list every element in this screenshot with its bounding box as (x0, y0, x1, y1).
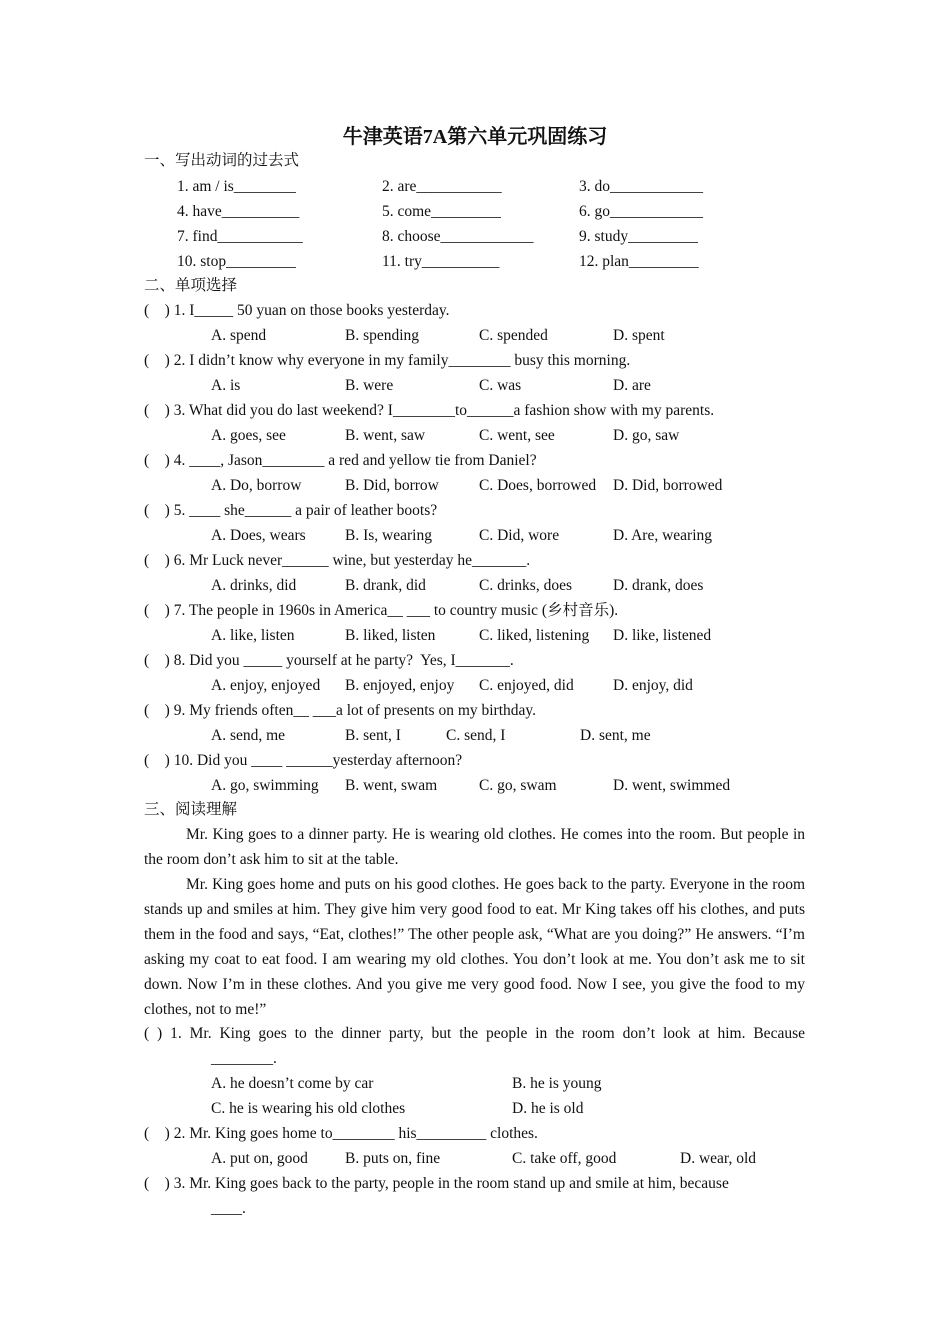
option-b: B. Is, wearing (345, 527, 432, 544)
section-1-heading: 一、写出动词的过去式 (144, 152, 300, 169)
verb-item: 12. plan_________ (579, 253, 699, 270)
verb-item: 5. come_________ (382, 203, 501, 220)
option-b: B. drank, did (345, 577, 426, 594)
option-d: D. wear, old (680, 1150, 756, 1167)
option-d: D. Did, borrowed (613, 477, 723, 494)
option-b: B. went, swam (345, 777, 438, 794)
question-stem: ( ) 3. What did you do last weekend? I________to______a fashion show with my parents. (144, 402, 715, 419)
question-stem: ( ) 1. I_____ 50 yuan on those books yesterday. (144, 302, 450, 319)
option-c: C. take off, good (512, 1150, 617, 1167)
option-a: A. is (211, 377, 241, 394)
option-a: A. like, listen (211, 627, 295, 644)
verb-item: 1. am / is________ (177, 178, 296, 195)
option-a: A. spend (211, 327, 267, 344)
answer-blank: ____. (211, 1200, 246, 1217)
option-c: C. go, swam (479, 777, 557, 794)
option-c: C. drinks, does (479, 577, 572, 594)
option-d: D. drank, does (613, 577, 704, 594)
option-d: D. sent, me (580, 727, 651, 744)
verb-item: 9. study_________ (579, 228, 698, 245)
verb-item: 7. find___________ (177, 228, 303, 245)
option-d: D. like, listened (613, 627, 712, 644)
verb-item: 3. do____________ (579, 178, 703, 195)
option-c: C. spended (479, 327, 548, 344)
question-stem: ( ) 6. Mr Luck never______ wine, but yesterday he_______. (144, 552, 531, 569)
reading-paragraph: Mr. King goes to a dinner party. He is wearing old clothes. He comes into the room. But people in the room don’t ask him to sit at the table. (144, 826, 805, 868)
option-b: B. puts on, fine (345, 1150, 441, 1167)
option-d: D. go, saw (613, 427, 680, 444)
option-c: C. Does, borrowed (479, 477, 597, 494)
option-c: C. Did, wore (479, 527, 560, 544)
question-stem: ( ) 5. ____ she______ a pair of leather boots? (144, 502, 438, 519)
option-c: C. went, see (479, 427, 555, 444)
option-a: A. send, me (211, 727, 286, 744)
option-b: B. Did, borrow (345, 477, 439, 494)
question-stem: ( ) 4. ____, Jason________ a red and yellow tie from Daniel? (144, 452, 537, 469)
option-d: D. he is old (512, 1100, 584, 1117)
option-b: B. went, saw (345, 427, 426, 444)
section-3-heading: 三、阅读理解 (144, 801, 238, 818)
option-d: D. went, swimmed (613, 777, 731, 794)
reading-question-stem: ( ) 1. Mr. King goes to the dinner party, but the people in the room don’t look at him. Because (144, 1025, 805, 1042)
option-d: D. enjoy, did (613, 677, 693, 694)
option-a: A. he doesn’t come by car (211, 1075, 374, 1092)
option-d: D. Are, wearing (613, 527, 712, 544)
option-a: A. drinks, did (211, 577, 297, 594)
option-a: A. goes, see (211, 427, 286, 444)
option-a: A. put on, good (211, 1150, 308, 1167)
question-stem: ( ) 7. The people in 1960s in America__ ___ to country music (乡村音乐). (144, 602, 619, 619)
option-b: B. were (345, 377, 394, 394)
reading-question-stem: ( ) 2. Mr. King goes home to________ his_________ clothes. (144, 1125, 538, 1142)
verb-item: 4. have__________ (177, 203, 300, 220)
verb-item: 6. go____________ (579, 203, 703, 220)
option-a: A. enjoy, enjoyed (211, 677, 321, 694)
option-c: C. send, I (446, 727, 506, 744)
question-stem: ( ) 10. Did you ____ ______yesterday afternoon? (144, 752, 463, 769)
question-stem: ( ) 2. I didn’t know why everyone in my family________ busy this morning. (144, 352, 631, 369)
option-a: A. go, swimming (211, 777, 319, 794)
verb-item: 8. choose____________ (382, 228, 534, 245)
option-d: D. spent (613, 327, 665, 344)
option-b: B. liked, listen (345, 627, 436, 644)
page-title: 牛津英语7A第六单元巩固练习 (342, 126, 608, 148)
option-b: B. enjoyed, enjoy (345, 677, 455, 694)
section-2-heading: 二、单项选择 (144, 277, 238, 294)
reading-paragraph: Mr. King goes home and puts on his good clothes. He goes back to the party. Everyone in the room stands up and smiles at him. They give him very good food to eat. Mr King takes off his clothes, and puts them in the food and says, “Eat, clothes!” The other people ask, “What are you doing?” He answers. “I’m asking my coat to eat food. I am wearing my old clothes. You don’t look at me. You don’t ask me to sit down. Now I’m in these clothes. And you give me very good food. Now I see, you give the food to my clothes, not to me!” (144, 876, 805, 1018)
option-d: D. are (613, 377, 651, 394)
option-c: C. liked, listening (479, 627, 590, 644)
option-a: A. Does, wears (211, 527, 306, 544)
option-b: B. sent, I (345, 727, 401, 744)
option-c: C. enjoyed, did (479, 677, 574, 694)
option-a: A. Do, borrow (211, 477, 302, 494)
option-b: B. he is young (512, 1075, 602, 1092)
question-stem: ( ) 9. My friends often__ ___a lot of presents on my birthday. (144, 702, 537, 719)
reading-question-stem: ( ) 3. Mr. King goes back to the party, people in the room stand up and smile at him, because (144, 1175, 733, 1192)
option-c: C. was (479, 377, 522, 394)
verb-item: 11. try__________ (382, 253, 500, 270)
question-stem: ( ) 8. Did you _____ yourself at he party? Yes, I_______. (144, 652, 514, 669)
verb-item: 2. are___________ (382, 178, 502, 195)
answer-blank: ________. (211, 1050, 277, 1067)
verb-item: 10. stop_________ (177, 253, 296, 270)
option-c: C. he is wearing his old clothes (211, 1100, 406, 1117)
option-b: B. spending (345, 327, 420, 344)
